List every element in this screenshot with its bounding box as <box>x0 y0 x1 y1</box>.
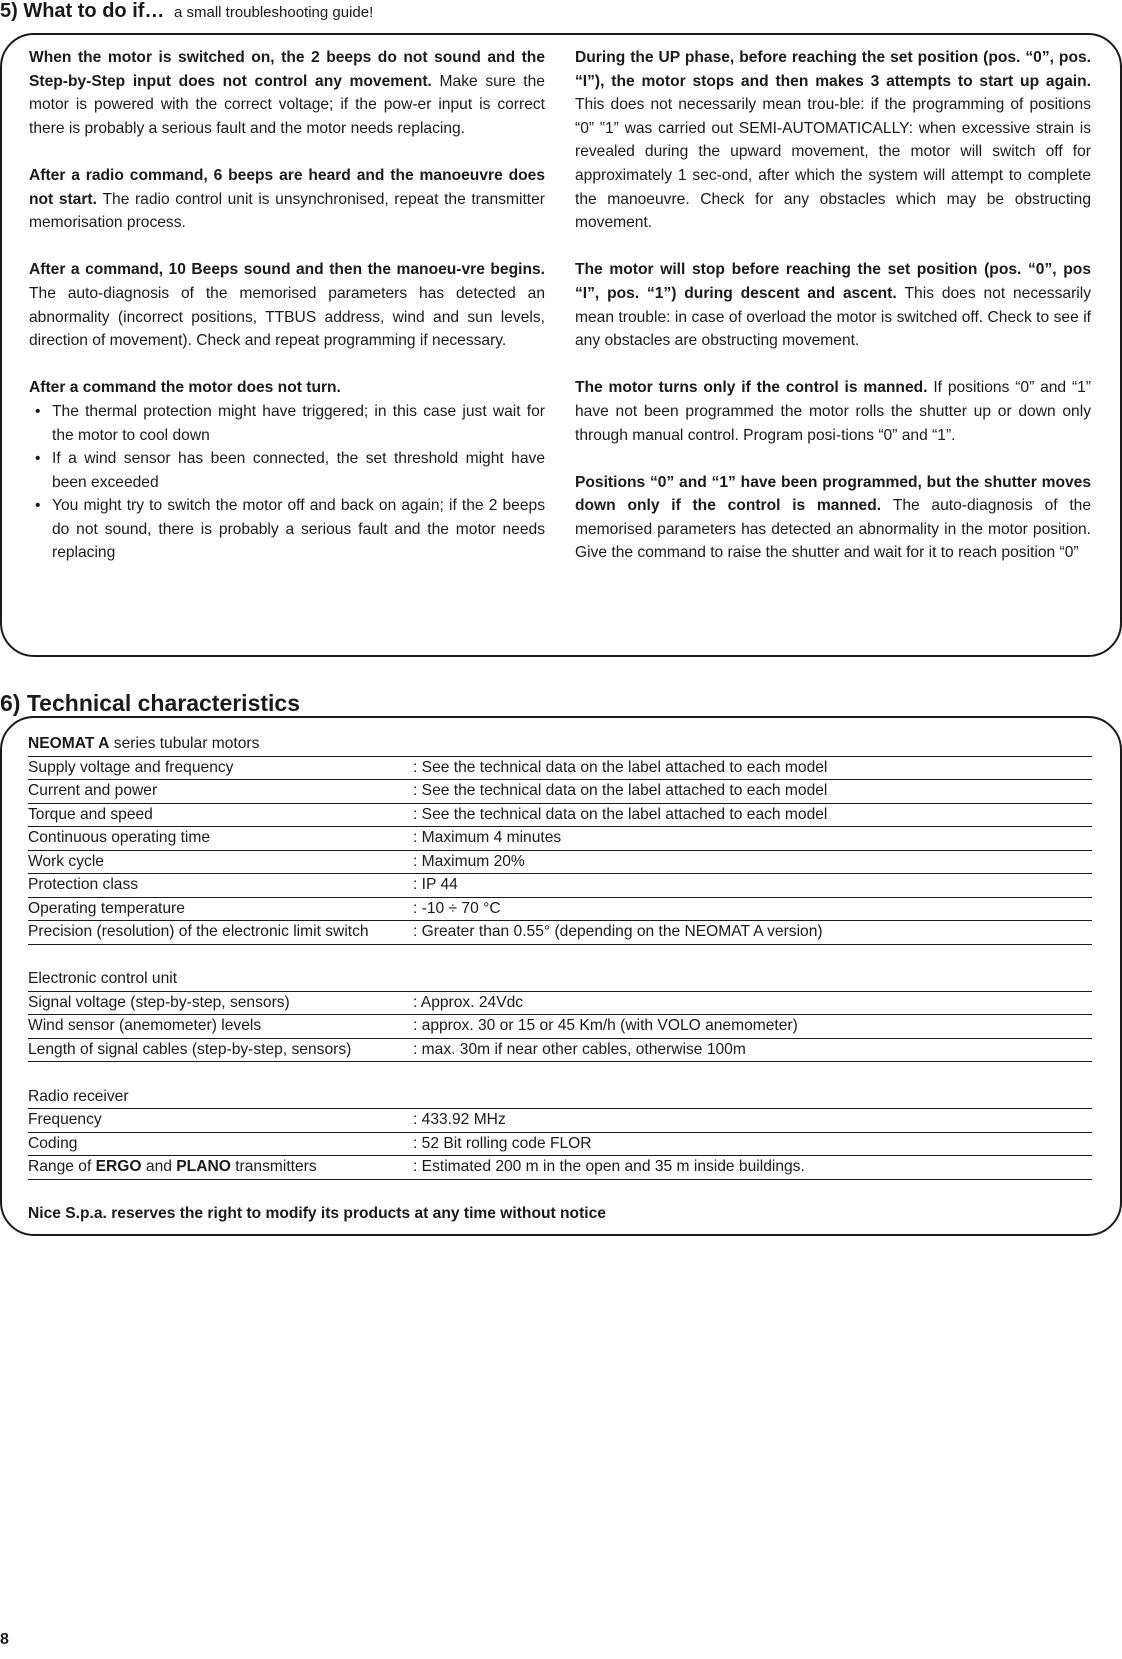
spec-value: : See the technical data on the label attached to each model <box>413 782 828 799</box>
spec-row <box>28 851 1092 875</box>
spec-row <box>28 827 1092 851</box>
spec-key: Work cycle <box>28 852 104 870</box>
spec-row <box>28 757 1092 781</box>
troubleshooting-bullet: • The thermal protection might have triggered; in this case just wait for the motor to cool down <box>29 400 545 447</box>
spec-key: Wind sensor (anemometer) levels <box>28 1017 262 1034</box>
spec-row <box>28 1133 1092 1157</box>
motor-series-name: NEOMAT A <box>28 735 110 752</box>
troubleshooting-question: The motor turns only if the control is manned. <box>575 379 928 397</box>
section5-subtitle: a small troubleshooting guide! <box>173 4 374 21</box>
troubleshooting-entry <box>575 46 1091 235</box>
motor-series-desc: series tubular motors <box>113 735 260 752</box>
troubleshooting-question: After a command the motor does not turn. <box>29 379 341 397</box>
spec-row <box>28 780 1092 804</box>
troubleshooting-entry <box>29 258 545 352</box>
spec-value: : Maximum 20% <box>413 852 525 870</box>
spec-key: Torque and speed <box>28 805 153 823</box>
troubleshooting-entry <box>575 471 1091 565</box>
troubleshooting-left-column <box>29 46 545 589</box>
spec-row <box>28 992 1092 1016</box>
troubleshooting-entry <box>29 46 545 140</box>
spec-key: Current and power <box>28 782 158 799</box>
troubleshooting-question: Positions “0” and “1” have been programmed, but the shutter moves down only if the control is manned. <box>575 473 1091 515</box>
troubleshooting-question: The motor will stop before reaching the set position (pos. “0”, pos “I”, pos. “1”) during descent and ascent. <box>575 261 1091 302</box>
spec-value: : -10 ÷ 70 °C <box>413 899 501 917</box>
spec-value: : 52 Bit rolling code FLOR <box>413 1134 592 1152</box>
spec-row-range <box>28 1156 1092 1180</box>
spec-row <box>28 1109 1092 1133</box>
spec-key: Precision (resolution) of the electronic limit switch <box>28 923 369 940</box>
spec-value: : Greater than 0.55° (depending on the NEOMAT A version) <box>413 923 823 940</box>
troubleshooting-question: After a radio command, 6 beeps are heard and the manoeuvre does not start. <box>29 166 545 208</box>
spec-key: Continuous operating time <box>28 829 211 846</box>
troubleshooting-entry <box>575 376 1091 447</box>
troubleshooting-entry <box>29 164 545 235</box>
troubleshooting-right-column <box>575 46 1091 589</box>
troubleshooting-bullet: • You might try to switch the motor off and back on again; if the 2 beeps do not sound, there is probably a serious fault and the motor needs replacing <box>29 494 545 565</box>
specs-table <box>28 733 1092 1227</box>
spec-key: Supply voltage and frequency <box>28 758 234 776</box>
specs-group-motors-heading <box>28 733 1092 757</box>
spec-value: : Approx. 24Vdc <box>413 993 524 1011</box>
spec-key: Operating temperature <box>28 899 185 917</box>
troubleshooting-question: After a command, 10 Beeps sound and then the manoeu-vre begins. <box>29 261 545 279</box>
spec-key: Frequency <box>28 1111 102 1128</box>
spec-value: : max. 30m if near other cables, otherwise 100m <box>413 1040 746 1058</box>
troubleshooting-answer: The radio control unit is unsynchronised, repeat the transmitter memorisation process. <box>29 190 545 232</box>
spec-key: Range of ERGO and PLANO transmitters <box>28 1158 317 1175</box>
troubleshooting-answer: The auto-diagnosis of the memorised parameters has detected an abnormality in the motor position. Give the command to raise the shutter and wait for it to reach position “0” <box>575 497 1091 562</box>
troubleshooting-question: During the UP phase, before reaching the set position (pos. “0”, pos. “I”), the motor stops and then makes 3 attempts to start up again. <box>575 49 1091 90</box>
spec-value: : Estimated 200 m in the open and 35 m inside buildings. <box>413 1158 805 1175</box>
spec-value: : See the technical data on the label attached to each model <box>413 758 828 776</box>
spec-key: Protection class <box>28 876 139 893</box>
troubleshooting-entry <box>29 376 545 565</box>
troubleshooting-answer: This does not necessarily mean trou-ble: if the programming of positions “0” ”1” was carried out SEMI-AUTOMATICALLY: when excessive strain is revealed during the upward movement, the motor will switch off for approximately 1 sec-ond, after which the system will attempt to complete the manoeuvre. Check for any obstacles which may be obstructing movement. <box>575 96 1091 232</box>
spec-row <box>28 921 1092 945</box>
section6-title: 6) Technical characteristics <box>0 690 300 716</box>
troubleshooting-bullet-list <box>29 400 545 565</box>
spec-key: Signal voltage (step-by-step, sensors) <box>28 993 290 1011</box>
section5-heading <box>0 0 373 23</box>
spec-key: Length of signal cables (step-by-step, sensors) <box>28 1040 352 1058</box>
specs-group-radio-heading: Radio receiver <box>28 1086 1092 1110</box>
spec-row <box>28 874 1092 898</box>
page-number: 8 <box>0 1631 9 1648</box>
troubleshooting-entry <box>575 258 1091 352</box>
spec-value: : 433.92 MHz <box>413 1111 506 1128</box>
spec-row <box>28 898 1092 922</box>
spec-value: : Maximum 4 minutes <box>413 829 562 846</box>
spec-value: : IP 44 <box>413 876 458 893</box>
specs-group-control-heading: Electronic control unit <box>28 968 1092 992</box>
troubleshooting-question: When the motor is switched on, the 2 beeps do not sound and the Step-by-Step input does not control any movement. <box>29 49 545 90</box>
spec-value: : See the technical data on the label attached to each model <box>413 805 828 823</box>
spec-row <box>28 804 1092 828</box>
troubleshooting-answer: Make sure the motor is powered with the correct voltage; if the pow-er input is correct there is probably a serious fault and the motor needs replacing. <box>29 72 545 137</box>
disclaimer-notice: Nice S.p.a. reserves the right to modify its products at any time without notice <box>28 1205 606 1222</box>
section5-title: 5) What to do if… <box>0 0 165 22</box>
troubleshooting-answer: The auto-diagnosis of the memorised parameters has detected an abnormality (incorrect positions, TTBUS address, wind and sun levels, direction of movement). Check and repeat programming if necessary. <box>29 284 545 350</box>
troubleshooting-bullet: • If a wind sensor has been connected, the set threshold might have been exceeded <box>29 447 545 494</box>
troubleshooting-answer: If positions “0” and “1” have not been programmed the motor rolls the shutter up or down only through manual control. Program posi-tions “0” and “1”. <box>575 379 1091 444</box>
spec-value: : approx. 30 or 15 or 45 Km/h (with VOLO anemometer) <box>413 1017 798 1034</box>
spec-key: Coding <box>28 1134 78 1152</box>
troubleshooting-answer: This does not necessarily mean trouble: in case of overload the motor is switched off. Check to see if any obstacles are obstructing movement. <box>575 284 1091 350</box>
spec-row <box>28 1039 1092 1063</box>
spec-row <box>28 1015 1092 1039</box>
